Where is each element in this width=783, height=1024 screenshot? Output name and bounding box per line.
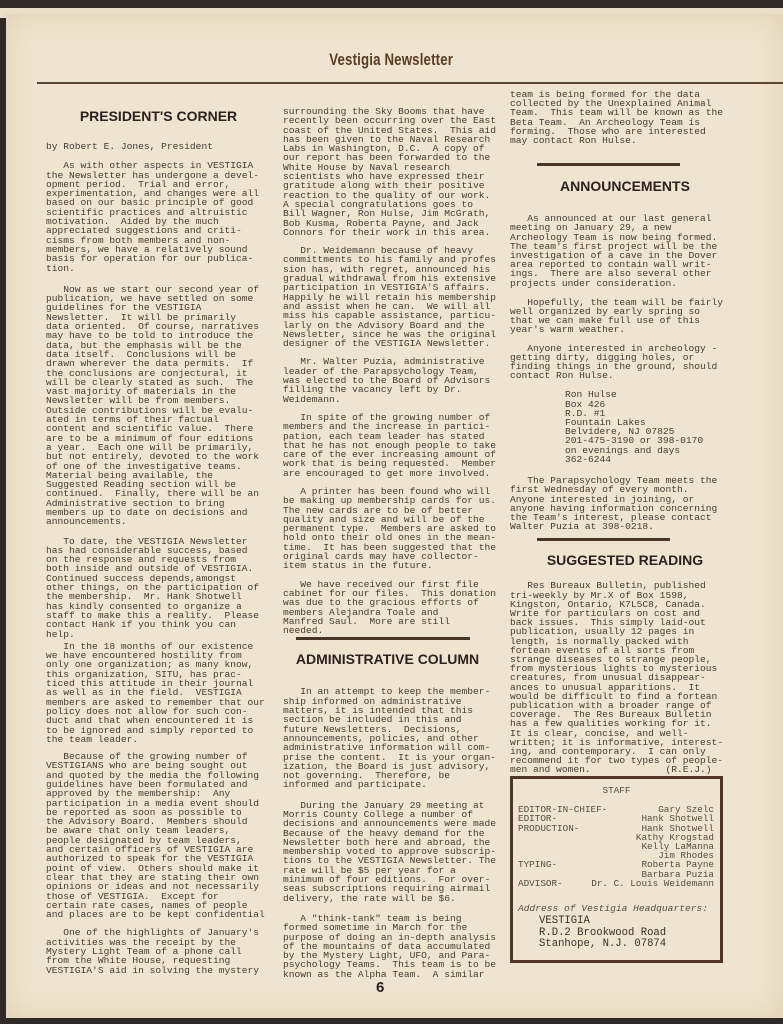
paragraph: Res Bureaux Bulletin, published tri-weekly by Mr.X of Box 1598, Kingston, Ontario, K7L5C8, Canada. Write for particulars on cost and back issues. This simply laid-out publication, usually 12 pages in length, is normally packed with fortean events of all sorts from strange diseases to strange people, from mysterious lights to mysterious creatures, from unusual disappear- ances to unusual apparitions. It would be difficult to find a fortean publication with a broader range of coverage. The Res Bureaux Bulletin has a few qualities working for it. It is clear, concise, and well- written; it is informative, interest- ing, and contemporary. I can only recommend it for two types of people- men and women. (R.E.J.) bbox=[510, 580, 724, 776]
paragraph: A printer has been found who will be making up membership cards for us. The new cards are to be of better quality and size and will be of the permanent type. Members are asked to hold onto their old ones in the mean- time. It has been suggested that the original cards may have collector- item status in the future. bbox=[283, 485, 497, 572]
staff-list bbox=[513, 805, 720, 888]
paragraph: Because of the growing number of VESTIGIANS who are being sought out and quoted by the media the following guidelines have been formulated and approved by the membership: Any participation in a media event should be reported as soon as possible to the Advisory Board. Members should be aware that only team leaders, people designated by team leaders, and certain officers of VESTIGIA are authorized to speak for the VESTIGIA point of view. Others should make it clear that they are stating their own opinions or ideas and not necessarily those of VESTIGIA. Except for certain rate cases, names of people and places are to be kept confidential bbox=[46, 751, 265, 921]
presidents-corner-heading: PRESIDENT'S CORNER bbox=[79, 108, 238, 124]
staff-name: Kathy Krogstad bbox=[635, 831, 714, 843]
section-rule bbox=[296, 637, 470, 640]
paragraph: Mr. Walter Puzia, administrative leader of the Parapsychology Team, was elected to the Board of Advisors filling the vacancy left by Dr. Weidemann. bbox=[283, 356, 491, 405]
staff-name: Gary Szelc bbox=[658, 804, 714, 816]
staff-name: Dr. C. Louis Weidemann bbox=[591, 877, 714, 889]
address-label: Address of Vestigia Headquarters: bbox=[518, 903, 708, 915]
column-right bbox=[510, 90, 745, 775]
staff-name: Kelly LaManna bbox=[641, 841, 714, 853]
staff-name: Barbara Puzia bbox=[641, 868, 714, 880]
announcements-heading: ANNOUNCEMENTS bbox=[560, 178, 690, 195]
headquarters-address: VESTIGIA R.D.2 Brookwood Road Stanhope, N.J. 07874 bbox=[539, 915, 667, 951]
staff-role: ADVISOR- bbox=[518, 877, 563, 889]
section-rule bbox=[537, 538, 670, 541]
staff-name: Roberta Payne bbox=[641, 859, 714, 871]
staff-row bbox=[513, 879, 720, 888]
paragraph: Now as we start our second year of publication, we have settled on some guidelines for the VESTIGIA Newsletter. It will be primarily data oriented. Of course, narratives may have to be told to introduce the data, but the emphasis will be the data itself. Conclusions will be drawn wherever the data permits. If the conclusions are conjectural, it will be clearly stated as such. The vast majority of materials in the Newsletter will be from members. Outside contributions will be evalu- ated in terms of their factual content and scientific value. There are to be a minimum of four editions a year. Each one will be primarily, but not entirely, devoted to the work of one of the investigative teams. Material being available, the Suggested Reading section will be continued. Finally, there will be an Administrative section to bring members up to date on decisions and announcements. bbox=[46, 283, 260, 528]
column-left bbox=[46, 108, 271, 975]
page-number: 6 bbox=[376, 979, 385, 996]
suggested-reading-heading: SUGGESTED READING bbox=[546, 552, 704, 569]
paragraph: As with other aspects in VESTIGIA the Newsletter has undergone a devel- opment period. Trial and error, experimentation, and changes were all based on our basic principle of good scientific practices and altruistic motivation. Aided by the much appreciated suggestions and criti- cisms from both members and non- members, we have a relatively sound basis for operation for our publica- tion. bbox=[46, 160, 260, 274]
paragraph: Dr. Weidemann because of heavy committments to his family and profes sion has, with regret, announced his gradual withdrawal from his extensive participation in VESTIGIA'S affairs. Happily he will retain his membership and assist when he can. We will all miss his capable assistance, particu- larly on the Advisory Board and the Newsletter, since he was the original designer of the VESTIGIA Newsletter. bbox=[283, 245, 497, 350]
staff-role: TYPING- bbox=[518, 859, 558, 871]
paragraph: Anyone interested in archeology - getting dirty, digging holes, or finding things in the ground, should contact Ron Hulse. bbox=[510, 342, 718, 382]
section-rule bbox=[537, 163, 680, 166]
staff-title: STAFF bbox=[602, 785, 631, 796]
staff-name: Hank Shotwell bbox=[641, 813, 714, 825]
paragraph: surrounding the Sky Booms that have recently been occurring over the East coast of the United States. This aid has been given to the Naval Research Labs in Washington, D.C. A copy of our report has been forwarded to the White House by Naval research scientists who have expressed their gratitude along with their positive reaction to the quality of our work. A special congratulations goes to Bill Wagner, Ron Hulse, Jim McGrath, Bob Kusma, Roberta Payne, and Jack Connors for their work in this area. bbox=[283, 106, 497, 238]
administrative-column-heading: ADMINISTRATIVE COLUMN bbox=[295, 651, 480, 668]
staff-name: Jim Rhodes bbox=[658, 850, 714, 862]
staff-role: EDITOR- bbox=[518, 813, 558, 825]
paragraph: During the January 29 meeting at Morris County College a number of decisions and announcements were made Because of the heavy demand for the Newsletter both here and abroad, the membership voted to approve subscrip- tions to the VESTIGIA Newsletter. The rate will be $5 per year for a minimum of four editions. For over- seas subscriptions requiring airmail delivery, the rate will be $6. bbox=[283, 799, 497, 904]
newsletter-title: Vestigia Newsletter bbox=[329, 50, 454, 69]
paragraph: We have received our first file cabinet for our files. This donation was due to the gracious efforts of members Alejandra Toale and Manfred Saul. More are still needed. bbox=[283, 578, 497, 637]
paragraph: To date, the VESTIGIA Newsletter has had considerable success, based on the response and requests from both inside and outside of VESTIGIA. Continued success depends,amongst other things, on the participation of the membership. Mr. Hank Shotwell has kindly consented to organize a staff to make this a reality. Please contact Hank if you think you can help. bbox=[46, 535, 260, 640]
paragraph: As announced at our last general meeting on January 29, a new Archeology Team is now being formed. The team's first project will be the investigation of a cave in the Dover area reported to contain wall writ- ings. There are also several other projects under consideration. bbox=[510, 213, 718, 289]
paragraph: One of the highlights of January's activities was the receipt by the Mystery Light Team of a phone call from the White House, requesting VESTIGIA'S aid in solving the mystery bbox=[46, 927, 260, 976]
byline: by Robert E. Jones, President bbox=[46, 141, 213, 152]
staff-name: Hank Shotwell bbox=[641, 822, 714, 834]
staff-role: PRODUCTION- bbox=[518, 822, 580, 834]
contact-address: Ron Hulse Box 426 R.D. #1 Fountain Lakes Belvidere, NJ 07825 201-475-3190 or 398-0170 on evenings and days 362-6244 bbox=[565, 389, 704, 465]
paragraph: team is being formed for the data collected by the Unexplained Animal Team. This team will be known as the Beta Team. An Archeology Team is forming. Those who are interested may contact Ron Hulse. bbox=[510, 89, 724, 147]
paragraph: In an attempt to keep the member- ship informed on administrative matters, it is intended that this section be included in this and future Newsletters. Decisions, announcements, policies, and other administrative information will com- prise the content. It is your organ- ization, the Board is just advisory, not governing. Therefore, be informed and participate. bbox=[283, 686, 497, 791]
header-rule bbox=[37, 82, 783, 84]
paragraph: In the 18 months of our existence we have encountered hostility from only one organization; as many know, this organization, SITU, has prac- ticed this attitude in their journal as well as in the field. VESTIGIA members are asked to remember that our policy does not allow for such con- duct and that when encountered it is to be ignored and simply reported to the team leader. bbox=[46, 640, 265, 745]
staff-role: EDITOR-IN-CHIEF- bbox=[518, 804, 608, 816]
staff-box bbox=[510, 776, 723, 963]
column-middle bbox=[283, 107, 498, 979]
paragraph: Hopefully, the team will be fairly well organized by early spring so that we can make full use of this year's warm weather. bbox=[510, 296, 724, 336]
paragraph: The Parapsychology Team meets the first Wednesday of every month. Anyone interested in joining, or anyone having information concerning the Team's interest, please contact Walter Puzia at 398-0218. bbox=[510, 475, 718, 533]
paragraph: A "think-tank" team is being formed sometime in March for the purpose of doing an in-depth analysis of the mountains of data accumulated by the Mystery Light, UFO, and Para- psychology Teams. This team is to be known as the Alpha Team. A similar bbox=[283, 912, 497, 980]
paragraph: In spite of the growing number of members and the increase in partici- pation, each team leader has stated that he has not enough people to take care of the ever increasing amount of work that is being requested. Member are encouraged to get more involved. bbox=[283, 411, 497, 479]
